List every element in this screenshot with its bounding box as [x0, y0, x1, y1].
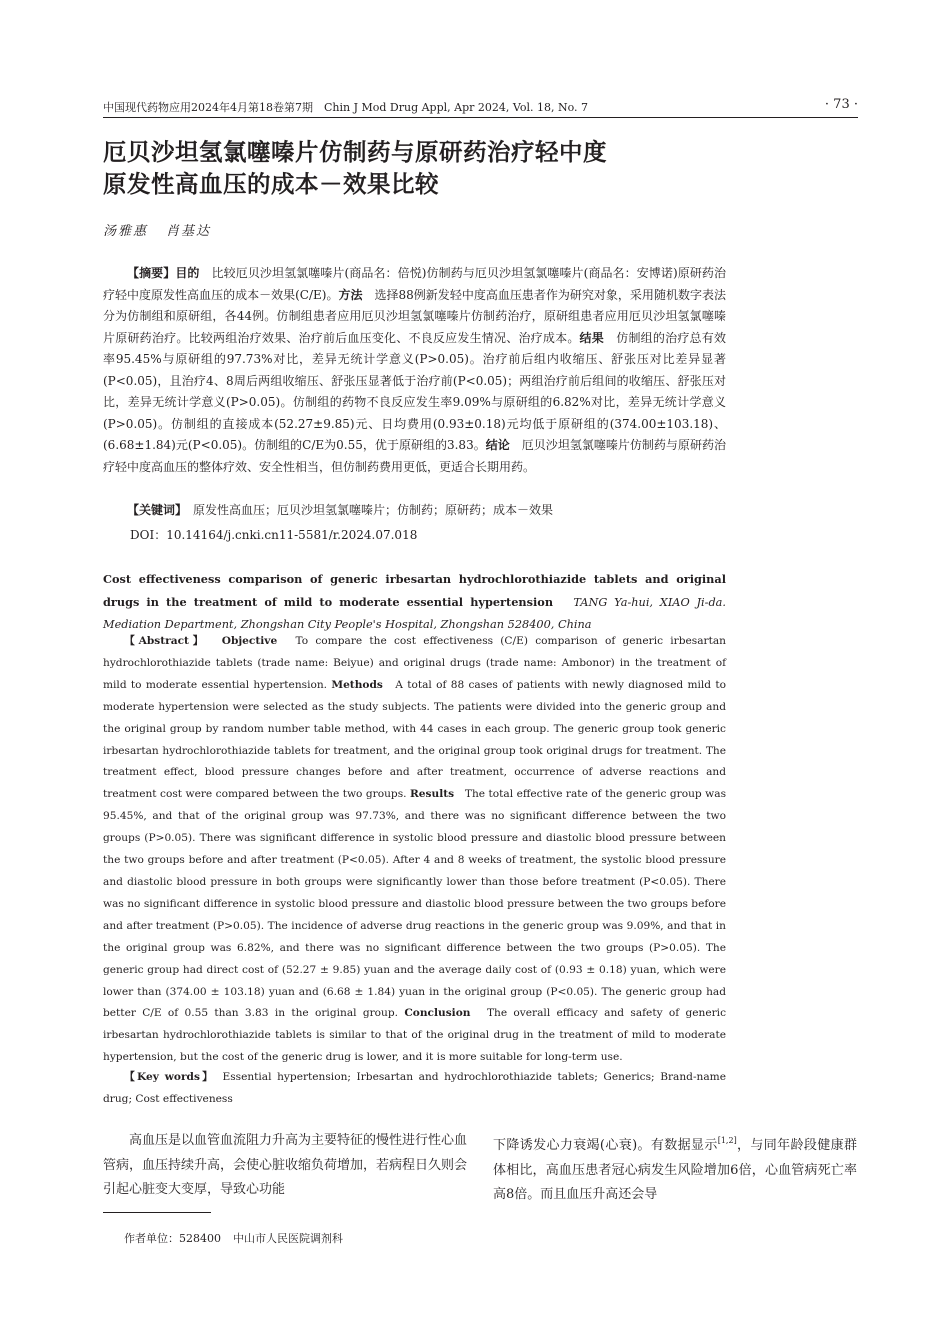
running-header [103, 97, 858, 118]
title-line-1: 厄贝沙坦氢氯噻嗪片仿制药与原研药治疗轻中度 [103, 138, 607, 166]
en-results-text: The total effective rate of the generic group was 95.45%, and that of the original group was 97.73%, and there was no significant difference between the two groups (P>0.05). There was significant difference in systolic blood pressure and diastolic blood pressure between the two groups before and after treatment (P<0.05). After 4 and 8 weeks of treatment, the systolic blood pressure and diastolic blood pressure in both groups were significantly lower than those before treatment (P<0.05). There was no significant difference in systolic blood pressure and diastolic blood pressure between the two groups before and after treatment (P>0.05). The incidence of adverse drug reactions in the generic group was 9.09%, and that in the original group was 6.82%, and there was no significant difference between the two groups (P>0.05). The generic group had direct cost of (52.27 ± 9.85) yuan and the average daily cost of (0.93 ± 0.18) yuan, which were lower than (374.00 ± 103.18) yuan and (6.68 ± 1.84) yuan in the original group (P<0.05). The generic group had better C/E of 0.55 than 3.83 in the original group. [103, 788, 727, 1020]
body-right-text-1: 下降诱发心力衰竭(心衰)。有数据显示 [493, 1138, 718, 1153]
methods-label: 方法 [338, 287, 363, 302]
en-methods-text: A total of 88 cases of patients with newly diagnosed mild to moderate hypertension were selected as the study subjects. The patients were divided into the generic group and the original group by random number table method, with 44 cases in each group. The generic group took generic irbesartan hydrochlorothiazide tablets for treatment, and the original group took original drugs for treatment. The treatment effect, blood pressure changes before and after treatment, occurrence of adverse reactions and treatment cost were compared between the two groups. [103, 678, 726, 801]
english-title-block [103, 568, 726, 636]
body-right-text-2: ，与同年龄段健康群体相比，高血压患者冠心病发生风险增加6倍，心血管病死亡率高8倍。而且血压升高还会导 [493, 1138, 857, 1202]
en-conclusion-text: The overall efficacy and safety of generic irbesartan hydrochlorothiazide tablets is similar to that of the original drug in the treatment of mild to moderate hypertension, but the cost of the generic drug is lower, and it is more suitable for long-term use. [103, 1007, 727, 1064]
citation-ref[interactable]: [1,2] [717, 1136, 737, 1145]
chinese-abstract [103, 263, 726, 478]
body-column-right [493, 1129, 857, 1208]
doi: DOI：10.14164/j.cnki.cn11-5581/r.2024.07.018 [130, 528, 418, 542]
footnote-label: 作者单位：528400 [124, 1232, 221, 1245]
methods-text: 选择88例新发轻中度高血压患者作为研究对象，采用随机数字表法分为仿制组和原研组，各44例。仿制组患者应用厄贝沙坦氢氯噻嗪片仿制药治疗，原研组患者应用厄贝沙坦氢氯噻嗪片原研药治疗。比较两组治疗效果、治疗前后血压变化、不良反应发生情况、治疗成本。 [103, 287, 726, 345]
body-column-left: 高血压是以血管血流阻力升高为主要特征的慢性进行性心血管病，血压持续升高，会使心脏收缩负荷增加，若病程日久则会引起心脏变大变厚，导致心功能 [103, 1133, 468, 1197]
en-conclusion-label: Conclusion [404, 1007, 471, 1020]
page-number: · 73 · [824, 97, 858, 112]
keywords-text: 原发性高血压；厄贝沙坦氢氯噻嗪片；仿制药；原研药；成本－效果 [181, 503, 554, 517]
objective-label: 目的 [175, 266, 200, 280]
english-keywords [103, 1067, 726, 1111]
english-affiliation: TANG Ya-hui, XIAO Ji-da. Mediation Department, Zhongshan City People's Hospital, Zhongshan 528400, China [103, 596, 727, 631]
footnote-unit: 中山市人民医院调剂科 [233, 1232, 343, 1245]
keywords-label: 【关键词】 [127, 503, 182, 517]
en-objective-label: Objective [221, 635, 278, 647]
title-line-2: 原发性高血压的成本－效果比较 [103, 170, 439, 198]
author-2: 肖基达 [166, 224, 212, 239]
english-abstract [103, 631, 726, 1069]
conclusion-label: 结论 [485, 438, 510, 452]
en-methods-label: Methods [331, 678, 383, 691]
article-title [103, 136, 863, 200]
en-keywords-text: Essential hypertension; Irbesartan and hydrochlorothiazide tablets; Generics; Brand-name drug; Cost effectiveness [103, 1071, 727, 1105]
english-title: Cost effectiveness comparison of generic irbesartan hydrochlorothiazide tablets and original drugs in the treatment of mild to moderate essential hypertension [103, 572, 726, 609]
results-label: 结果 [579, 330, 604, 345]
footnote-divider [103, 1212, 211, 1213]
en-objective-text: To compare the cost effectiveness (C/E) comparison of generic irbesartan hydrochlorothiazide tablets (trade name: Beiyue) and original drugs (trade name: Ambonor) in the treatment of mild to moderate essential hypertension. [103, 635, 726, 691]
authors [103, 220, 211, 239]
author-1: 汤雅惠 [103, 224, 149, 239]
conclusion-text: 厄贝沙坦氢氯噻嗪片仿制药与原研药治疗轻中度高血压的整体疗效、安全性相当，但仿制药费用更低，更适合长期用药。 [103, 438, 726, 474]
en-abstract-label: 【Abstract】 [124, 635, 208, 647]
results-text: 仿制组的治疗总有效率95.45%与原研组的97.73%对比，差异无统计学意义(P>0.05)。治疗前后组内收缩压、舒张压对比差异显著(P<0.05)，且治疗4、8周后两组收缩压、舒张压显著低于治疗前(P<0.05)；两组治疗前后组间的收缩压、舒张压对比，差异无统计学意义(P>0.05)。仿制组的药物不良反应发生率9.09%与原研组的6.82%对比，差异无统计学意义(P>0.05)。仿制组的直接成本(52.27±9.85)元、日均费用(0.93±0.18)元均低于原研组的(374.00±103.18)、(6.68±1.84)元(P<0.05)。仿制组的C/E为0.55，优于原研组的3.83。 [103, 330, 726, 452]
en-results-label: Results [409, 788, 455, 801]
chinese-keywords [103, 500, 726, 522]
objective-text: 比较厄贝沙坦氢氯噻嗪片(商品名：倍悦)仿制药与厄贝沙坦氢氯噻嗪片(商品名：安博诺)原研药治疗轻中度原发性高血压的成本－效果(C/E)。 [103, 266, 726, 302]
journal-citation: 中国现代药物应用2024年4月第18卷第7期 Chin J Mod Drug Appl, Apr 2024, Vol. 18, No. 7 [103, 101, 588, 114]
footnote [124, 1230, 343, 1246]
en-keywords-label: 【Key words】 [124, 1071, 210, 1083]
abstract-label: 【摘要】 [127, 266, 176, 280]
